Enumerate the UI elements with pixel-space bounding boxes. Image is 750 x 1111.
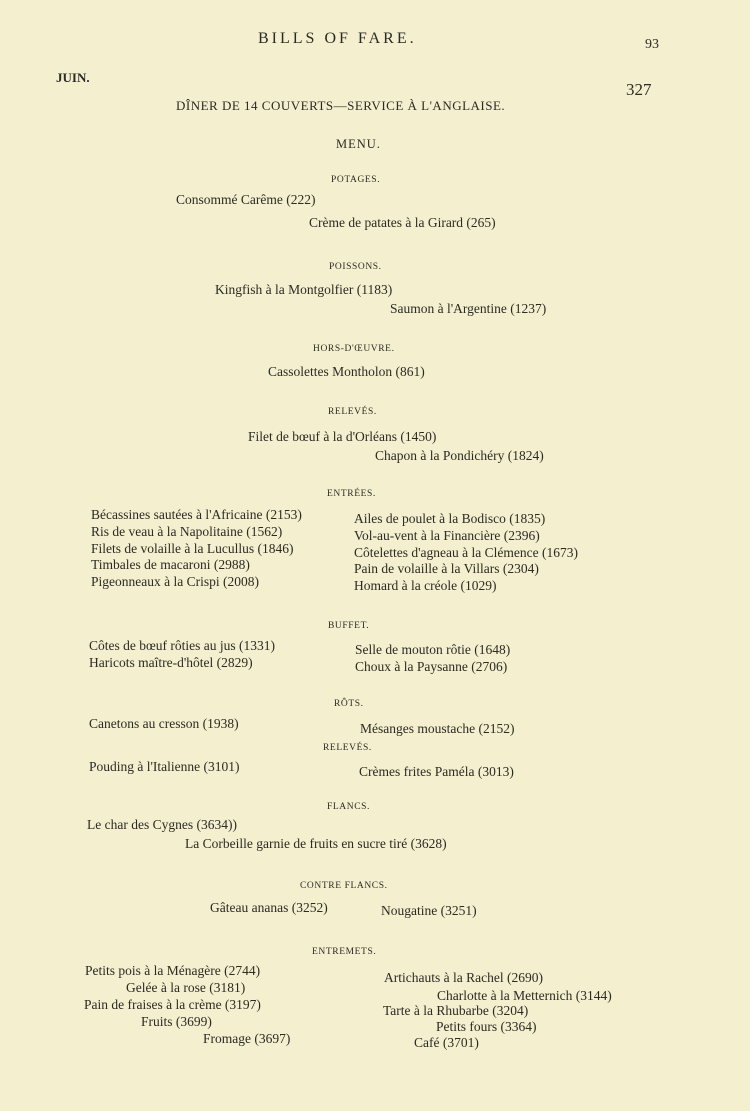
page-number: 93 (645, 37, 659, 52)
menu-item: Saumon à l'Argentine (1237) (390, 301, 547, 316)
menu-item: Selle de mouton rôtie (1648) (355, 642, 511, 657)
menu-item: Ailes de poulet à la Bodisco (1835) (354, 511, 546, 526)
potages-heading: POTAGES. (331, 175, 381, 185)
entremets-heading: ENTREMETS. (312, 947, 377, 957)
buffet-right-column (355, 642, 510, 676)
releves-heading: RELEVÉS. (328, 407, 377, 417)
menu-item: Pain de fraises à la crème (3197) (84, 997, 261, 1012)
entrees-right-column (354, 511, 578, 595)
menu-item: Vol-au-vent à la Financière (2396) (354, 527, 540, 543)
entrees-heading: ENTRÉES. (327, 489, 376, 499)
menu-item: Haricots maître-d'hôtel (2829) (89, 654, 253, 670)
menu-item: La Corbeille garnie de fruits en sucre tiré (3628) (185, 836, 447, 851)
menu-item: Nougatine (3251) (381, 903, 477, 918)
contre-flancs-heading: CONTRE FLANCS. (300, 881, 388, 891)
releves-second-heading: RELEVÉS. (323, 743, 372, 753)
menu-item: Mésanges moustache (2152) (360, 721, 515, 736)
menu-item: Fruits (3699) (141, 1014, 212, 1029)
menu-item: Chapon à la Pondichéry (1824) (375, 448, 544, 463)
menu-item: Filet de bœuf à la d'Orléans (1450) (248, 429, 437, 444)
menu-item: Pouding à l'Italienne (3101) (89, 759, 240, 774)
menu-item: Homard à la créole (1029) (354, 578, 497, 594)
poissons-heading: POISSONS. (329, 262, 382, 272)
dinner-title: DÎNER DE 14 COUVERTS—SERVICE À L'ANGLAISE. (176, 98, 506, 113)
buffet-left-column (89, 638, 275, 672)
menu-item: Café (3701) (414, 1035, 479, 1050)
flancs-heading: FLANCS. (327, 802, 371, 812)
menu-item: Artichauts à la Rachel (2690) (384, 970, 543, 985)
menu-item: Crème de patates à la Girard (265) (309, 215, 496, 230)
menu-item: Côtes de bœuf rôties au jus (1331) (89, 638, 275, 653)
menu-item: Petits pois à la Ménagère (2744) (85, 963, 261, 978)
menu-item: Côtelettes d'agneau à la Clémence (1673) (354, 544, 578, 560)
rots-heading: RÔTS. (334, 699, 364, 709)
menu-item: Le char des Cygnes (3634)) (87, 817, 237, 832)
hors-doeuvre-heading: HORS-D'ŒUVRE. (313, 344, 395, 354)
menu-heading: MENU. (336, 137, 381, 151)
menu-item: Fromage (3697) (203, 1031, 291, 1046)
menu-item: Pigeonneaux à la Crispi (2008) (91, 574, 259, 590)
menu-item: Choux à la Paysanne (2706) (355, 658, 508, 674)
menu-item: Timbales de macaroni (2988) (91, 557, 250, 573)
menu-item: Tarte à la Rhubarbe (3204) (383, 1003, 529, 1018)
menu-item: Charlotte à la Metternich (3144) (437, 988, 612, 1003)
menu-number: 327 (626, 80, 652, 99)
month-label: JUIN. (56, 70, 90, 85)
menu-item: Crèmes frites Paméla (3013) (359, 764, 514, 779)
menu-item: Cassolettes Montholon (861) (268, 364, 425, 379)
buffet-heading: BUFFET. (328, 621, 370, 631)
menu-item: Petits fours (3364) (436, 1019, 537, 1034)
menu-item: Gâteau ananas (3252) (210, 900, 328, 915)
running-title: BILLS OF FARE. (258, 30, 417, 47)
menu-item: Filets de volaille à la Lucullus (1846) (91, 540, 294, 556)
menu-item: Pain de volaille à la Villars (2304) (354, 561, 539, 577)
menu-item: Ris de veau à la Napolitaine (1562) (91, 523, 283, 539)
menu-item: Bécassines sautées à l'Africaine (2153) (91, 507, 302, 522)
menu-item: Consommé Carême (222) (176, 192, 316, 207)
menu-item: Kingfish à la Montgolfier (1183) (215, 282, 393, 297)
menu-item: Canetons au cresson (1938) (89, 716, 239, 731)
menu-item: Gelée à la rose (3181) (126, 980, 246, 995)
entrees-left-column (91, 507, 302, 591)
